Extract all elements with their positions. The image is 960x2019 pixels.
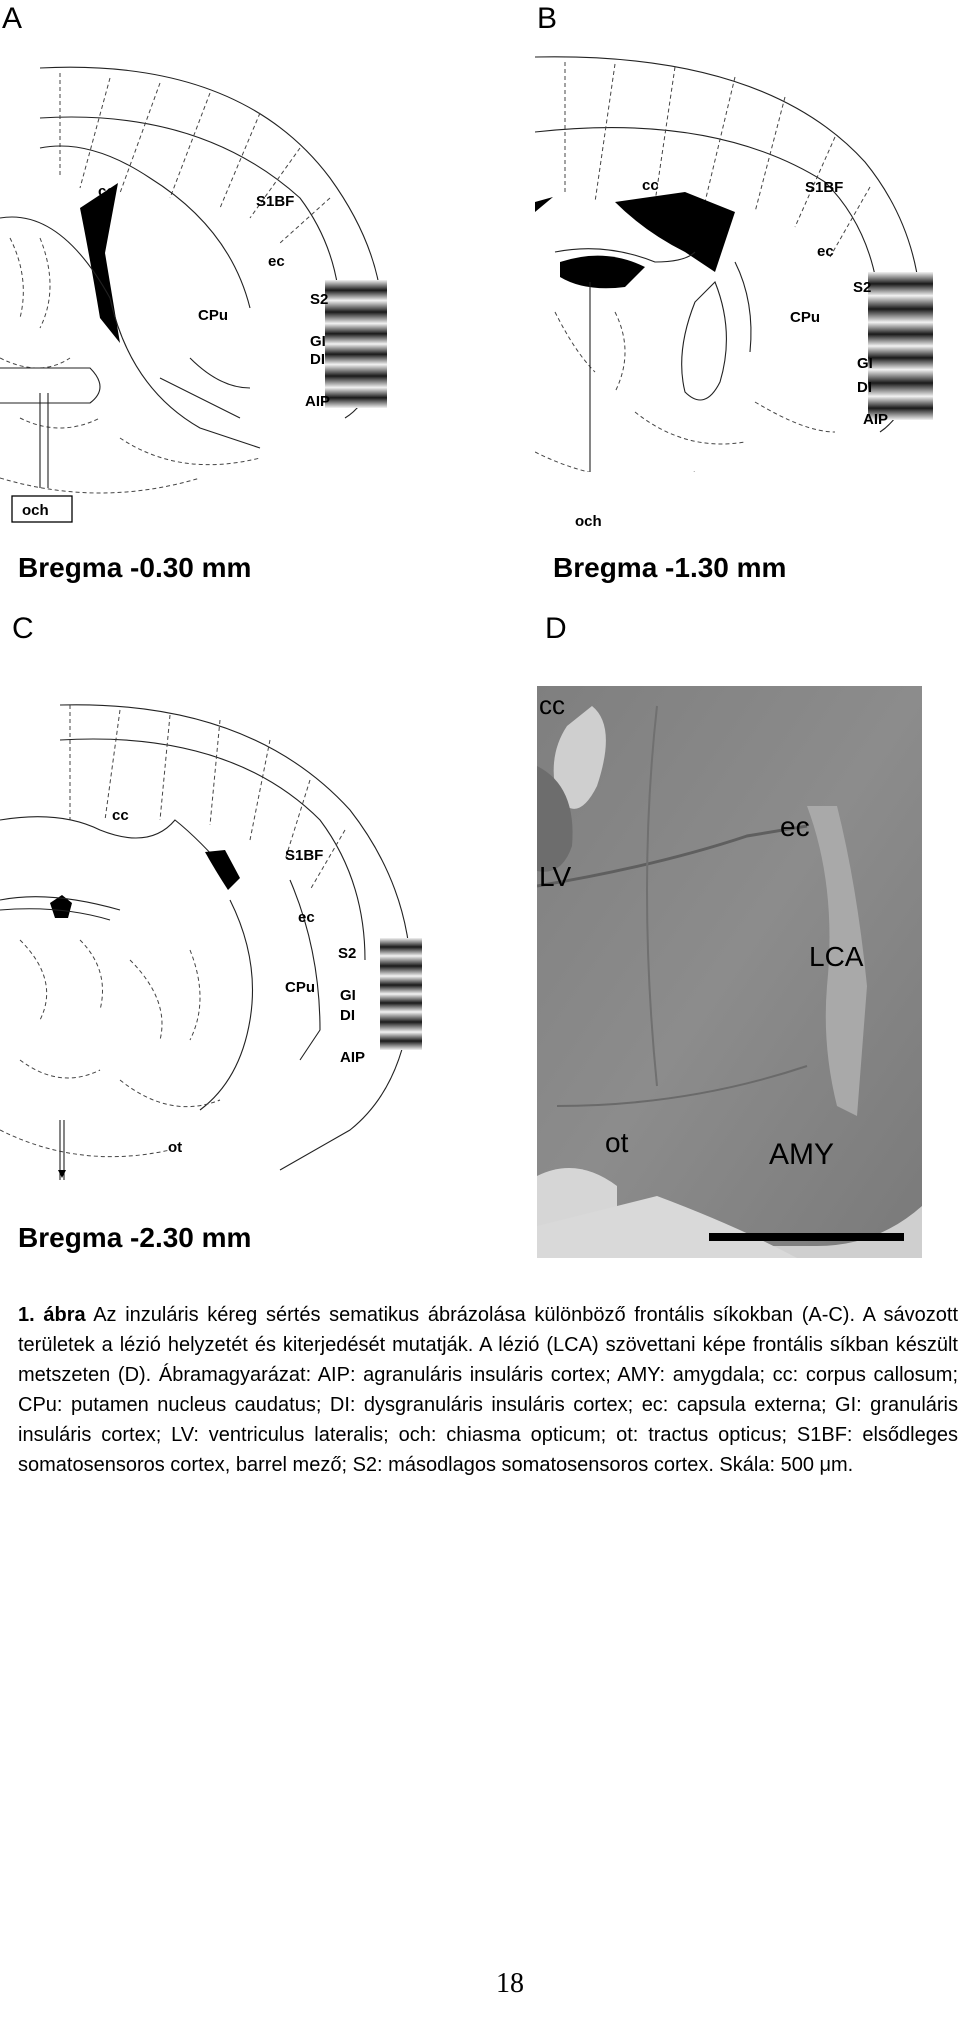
label-b-och: och <box>575 513 602 530</box>
label-b-gi: GI <box>857 355 873 372</box>
label-a-cc: cc <box>98 183 115 200</box>
label-a-gi: GI <box>310 333 326 350</box>
label-c-cc: cc <box>112 807 129 824</box>
panel-letter-b: B <box>537 2 558 35</box>
panel-letter-c: C <box>12 612 34 645</box>
label-c-ec: ec <box>298 909 315 926</box>
figure-caption <box>18 1300 958 1480</box>
label-a-di: DI <box>310 351 325 368</box>
label-b-aip: AIP <box>863 411 889 428</box>
label-a-cpu: CPu <box>198 307 228 324</box>
panel-letter-d: D <box>545 612 567 645</box>
caption-lead: 1. ábra <box>18 1304 86 1326</box>
label-a-s1bf: S1BF <box>256 193 295 210</box>
scale-bar <box>709 1233 904 1241</box>
label-d-amy: AMY <box>769 1138 835 1171</box>
label-c-ot: ot <box>168 1139 183 1156</box>
label-a-s2: S2 <box>310 291 329 308</box>
label-c-di: DI <box>340 1007 355 1024</box>
label-b-cc: cc <box>642 177 659 194</box>
label-b-s1bf: S1BF <box>805 179 844 196</box>
atlas-panel-a <box>0 58 420 528</box>
histology-photo-d <box>537 686 922 1258</box>
label-b-s2: S2 <box>853 279 872 296</box>
caption-text: Az inzuláris kéreg sértés sematikus ábrázolása különböző frontális síkokban (A-C). A sávozott területek a lézió helyzetét és kiterjedését mutatják. A lézió (LCA) szövettani képe frontális síkban készült metszeten (D). Ábramagyarázat: AIP: agranuláris insuláris cortex; AMY: amygdala; cc: corpus callosum; CPu: putamen nucleus caudatus; DI: dysgranuláris insuláris cortex; ec: capsula externa; GI: granuláris insuláris cortex; LV: ventriculus lateralis; och: chiasma opticum; ot: tractus opticus; S1BF: elsődleges somatosensoros cortex, barrel mező; S2: másodlagos somatosensoros cortex. Skála: 500 μm. <box>18 1304 959 1476</box>
bregma-c: Bregma -2.30 mm <box>18 1222 252 1253</box>
label-a-aip: AIP <box>305 393 331 410</box>
label-c-gi: GI <box>340 987 356 1004</box>
label-c-s2: S2 <box>338 945 357 962</box>
label-d-lv: LV <box>539 861 572 892</box>
atlas-panel-b <box>535 52 955 532</box>
label-a-ec: ec <box>268 253 285 270</box>
label-d-cc: cc <box>539 690 565 720</box>
label-b-cpu: CPu <box>790 309 820 326</box>
label-d-lca: LCA <box>809 941 864 972</box>
bregma-a: Bregma -0.30 mm <box>18 552 252 583</box>
bregma-b: Bregma -1.30 mm <box>553 552 787 583</box>
atlas-panel-c <box>0 700 430 1200</box>
label-c-aip: AIP <box>340 1049 366 1066</box>
page-number: 18 <box>496 1968 524 1999</box>
label-b-ec: ec <box>817 243 834 260</box>
label-b-di: DI <box>857 379 872 396</box>
label-d-ot: ot <box>605 1127 629 1158</box>
panel-letter-a: A <box>2 2 23 35</box>
label-c-cpu: CPu <box>285 979 315 996</box>
label-c-s1bf: S1BF <box>285 847 324 864</box>
label-d-ec: ec <box>780 811 810 842</box>
label-a-och: och <box>22 502 49 519</box>
